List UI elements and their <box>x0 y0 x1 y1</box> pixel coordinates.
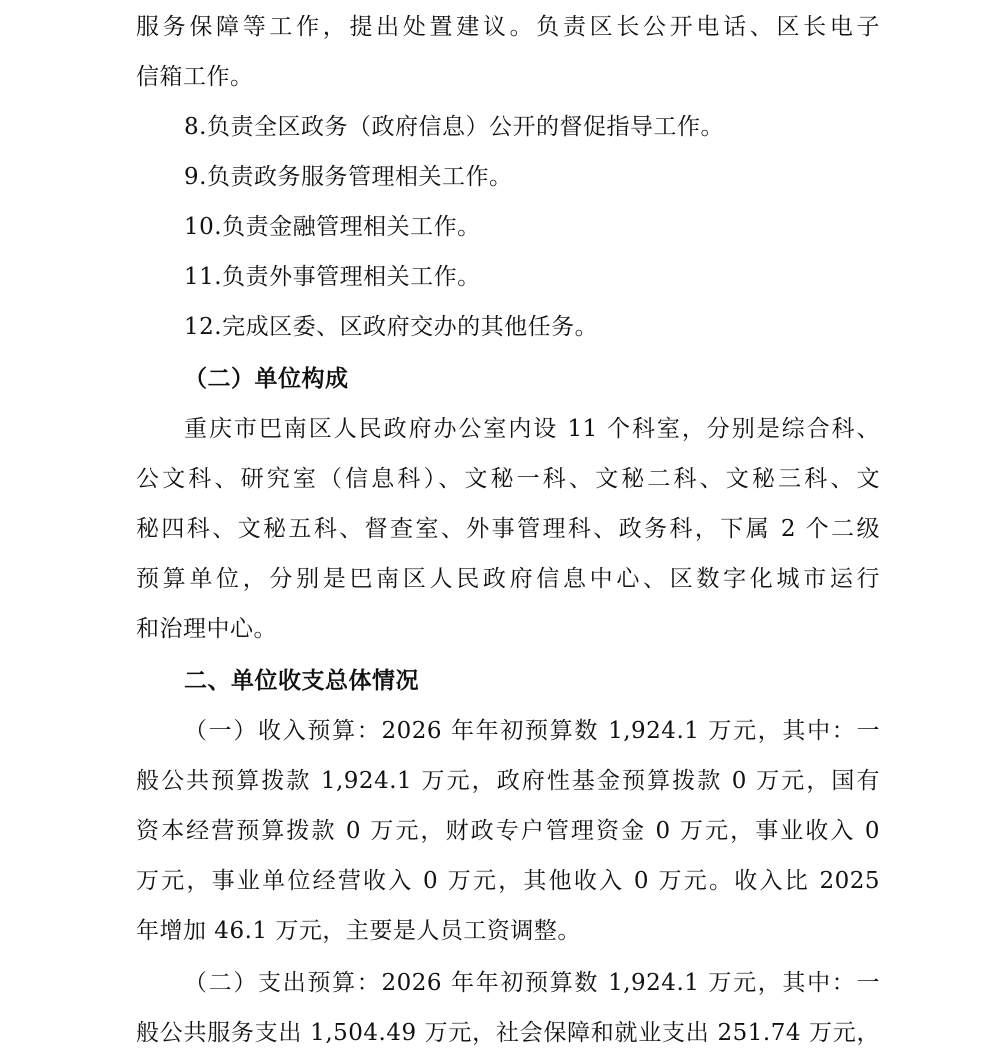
list-item: 12.完成区委、区政府交办的其他任务。 <box>184 314 599 340</box>
list-item: 8.负责全区政务（政府信息）公开的督促指导工作。 <box>184 114 724 140</box>
paragraph-line: 资本经营预算拨款 0 万元，财政专户管理资金 0 万元，事业收入 0 <box>136 818 880 844</box>
paragraph-line: 公文科、研究室（信息科）、文秘一科、文秘二科、文秘三科、文 <box>136 466 880 492</box>
paragraph-line: 预算单位，分别是巴南区人民政府信息中心、区数字化城市运行 <box>136 566 880 592</box>
paragraph-line: 万元，事业单位经营收入 0 万元，其他收入 0 万元。收入比 2025 <box>136 868 880 894</box>
list-item: 9.负责政务服务管理相关工作。 <box>184 164 513 190</box>
paragraph-line: 秘四科、文秘五科、督查室、外事管理科、政务科，下属 2 个二级 <box>136 516 880 542</box>
list-item: 10.负责金融管理相关工作。 <box>184 214 481 240</box>
paragraph-line: 年增加 46.1 万元，主要是人员工资调整。 <box>136 918 581 944</box>
paragraph-line: （一）收入预算：2026 年年初预算数 1,924.1 万元，其中：一 <box>184 718 880 744</box>
paragraph-line: 服务保障等工作，提出处置建议。负责区长公开电话、区长电子 <box>136 14 880 40</box>
paragraph-line: 信箱工作。 <box>136 64 254 90</box>
paragraph-line: （二）支出预算：2026 年年初预算数 1,924.1 万元，其中：一 <box>184 970 880 996</box>
paragraph-line: 般公共服务支出 1,504.49 万元，社会保障和就业支出 251.74 万元， <box>136 1020 880 1046</box>
section-heading: 二、单位收支总体情况 <box>184 668 419 694</box>
subsection-heading: （二）单位构成 <box>184 366 349 392</box>
paragraph-line: 和治理中心。 <box>136 616 277 642</box>
paragraph-line: 般公共预算拨款 1,924.1 万元，政府性基金预算拨款 0 万元，国有 <box>136 768 880 794</box>
paragraph-line: 重庆市巴南区人民政府办公室内设 11 个科室，分别是综合科、 <box>184 416 880 442</box>
list-item: 11.负责外事管理相关工作。 <box>184 264 481 290</box>
